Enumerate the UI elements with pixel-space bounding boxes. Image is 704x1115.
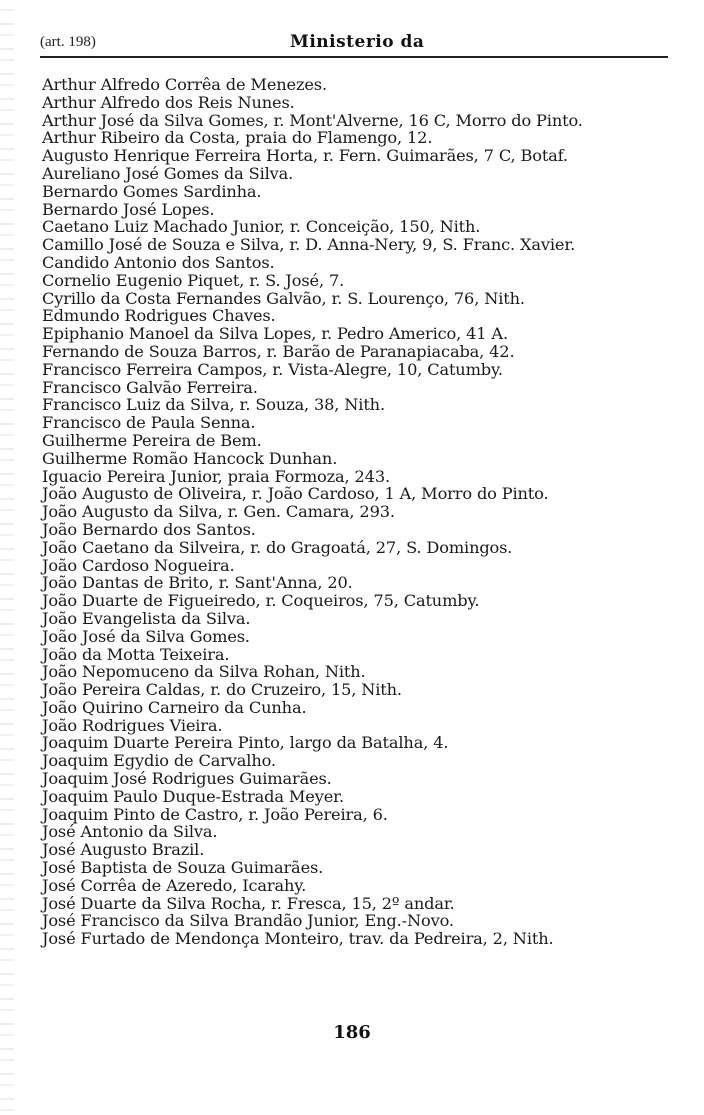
list-item: Arthur Ribeiro da Costa, praia do Flamengo, 12.	[42, 128, 433, 148]
header-rule	[40, 56, 668, 58]
list-item: Epiphanio Manoel da Silva Lopes, r. Pedro Americo, 41 A.	[42, 324, 508, 344]
article-reference: (art. 198)	[40, 34, 96, 50]
list-item: Francisco Luiz da Silva, r. Souza, 38, Nith.	[42, 395, 385, 415]
list-item: João Bernardo dos Santos.	[42, 519, 256, 539]
list-item: Arthur José da Silva Gomes, r. Mont'Alverne, 16 C, Morro do Pinto.	[42, 110, 583, 130]
list-item: Cornelio Eugenio Piquet, r. S. José, 7.	[42, 270, 345, 290]
list-item: João Augusto de Oliveira, r. João Cardoso, 1 A, Morro do Pinto.	[42, 484, 549, 504]
list-item: Arthur Alfredo dos Reis Nunes.	[42, 92, 295, 112]
list-item: João Dantas de Brito, r. Sant'Anna, 20.	[42, 573, 353, 593]
list-item: Fernando de Souza Barros, r. Barão de Paranapiacaba, 42.	[42, 341, 515, 361]
name-address-list	[42, 76, 682, 948]
list-item: Francisco de Paula Senna.	[42, 413, 256, 433]
list-item: José Antonio da Silva.	[42, 822, 218, 842]
list-item: José Corrêa de Azeredo, Icarahy.	[42, 875, 307, 895]
list-item: Iguacio Pereira Junior, praia Formoza, 243.	[42, 466, 390, 486]
list-item: João Caetano da Silveira, r. do Gragoatá, 27, S. Domingos.	[42, 537, 513, 557]
list-item: João Augusto da Silva, r. Gen. Camara, 293.	[42, 502, 395, 522]
list-item: Joaquim Egydio de Carvalho.	[42, 751, 276, 771]
list-item: Guilherme Pereira de Bem.	[42, 430, 262, 450]
page-number: 186	[333, 1022, 371, 1043]
list-item: João Evangelista da Silva.	[42, 608, 251, 628]
list-item: Aureliano José Gomes da Silva.	[42, 163, 294, 183]
list-item: Francisco Galvão Ferreira.	[42, 377, 258, 397]
list-item: João Cardoso Nogueira.	[42, 555, 235, 575]
list-item: Cyrillo da Costa Fernandes Galvão, r. S. Lourenço, 76, Nith.	[42, 288, 525, 308]
list-item: Candido Antonio dos Santos.	[42, 252, 275, 272]
list-item: João Quirino Carneiro da Cunha.	[42, 697, 307, 717]
list-item: Joaquim Duarte Pereira Pinto, largo da Batalha, 4.	[42, 733, 449, 753]
list-item: Francisco Ferreira Campos, r. Vista-Alegre, 10, Catumby.	[42, 359, 503, 379]
running-title: Ministerio da	[290, 32, 425, 52]
list-item: Guilherme Romão Hancock Dunhan.	[42, 448, 338, 468]
list-item: Bernardo Gomes Sardinha.	[42, 181, 262, 201]
list-item: José Furtado de Mendonça Monteiro, trav. da Pedreira, 2, Nith.	[42, 929, 554, 949]
list-item: José Francisco da Silva Brandão Junior, Eng.-Novo.	[42, 911, 454, 931]
list-item: João José da Silva Gomes.	[42, 626, 250, 646]
list-item: Joaquim Paulo Duque-Estrada Meyer.	[42, 786, 344, 806]
page-binding-edge	[0, 0, 14, 1115]
list-item: João Nepomuceno da Silva Rohan, Nith.	[42, 662, 366, 682]
list-item: João Rodrigues Vieira.	[42, 715, 223, 735]
list-item: Bernardo José Lopes.	[42, 199, 215, 219]
list-item: Arthur Alfredo Corrêa de Menezes.	[42, 75, 327, 94]
list-item: Joaquim José Rodrigues Guimarães.	[42, 769, 332, 789]
list-item: José Duarte da Silva Rocha, r. Fresca, 15, 2º andar.	[42, 893, 455, 913]
list-item: Caetano Luiz Machado Junior, r. Conceição, 150, Nith.	[42, 217, 481, 237]
list-item: José Augusto Brazil.	[42, 840, 205, 860]
list-item: Joaquim Pinto de Castro, r. João Pereira, 6.	[42, 804, 388, 824]
list-item: João Pereira Caldas, r. do Cruzeiro, 15, Nith.	[42, 680, 402, 700]
list-item: Edmundo Rodrigues Chaves.	[42, 306, 276, 326]
list-item: José Baptista de Souza Guimarães.	[42, 858, 324, 878]
page-header	[40, 32, 668, 54]
list-item: Augusto Henrique Ferreira Horta, r. Fern. Guimarães, 7 C, Botaf.	[42, 146, 568, 166]
list-item: João Duarte de Figueiredo, r. Coqueiros, 75, Catumby.	[42, 591, 480, 611]
list-item: Camillo José de Souza e Silva, r. D. Anna-Nery, 9, S. Franc. Xavier.	[42, 235, 576, 255]
list-item: João da Motta Teixeira.	[42, 644, 230, 664]
